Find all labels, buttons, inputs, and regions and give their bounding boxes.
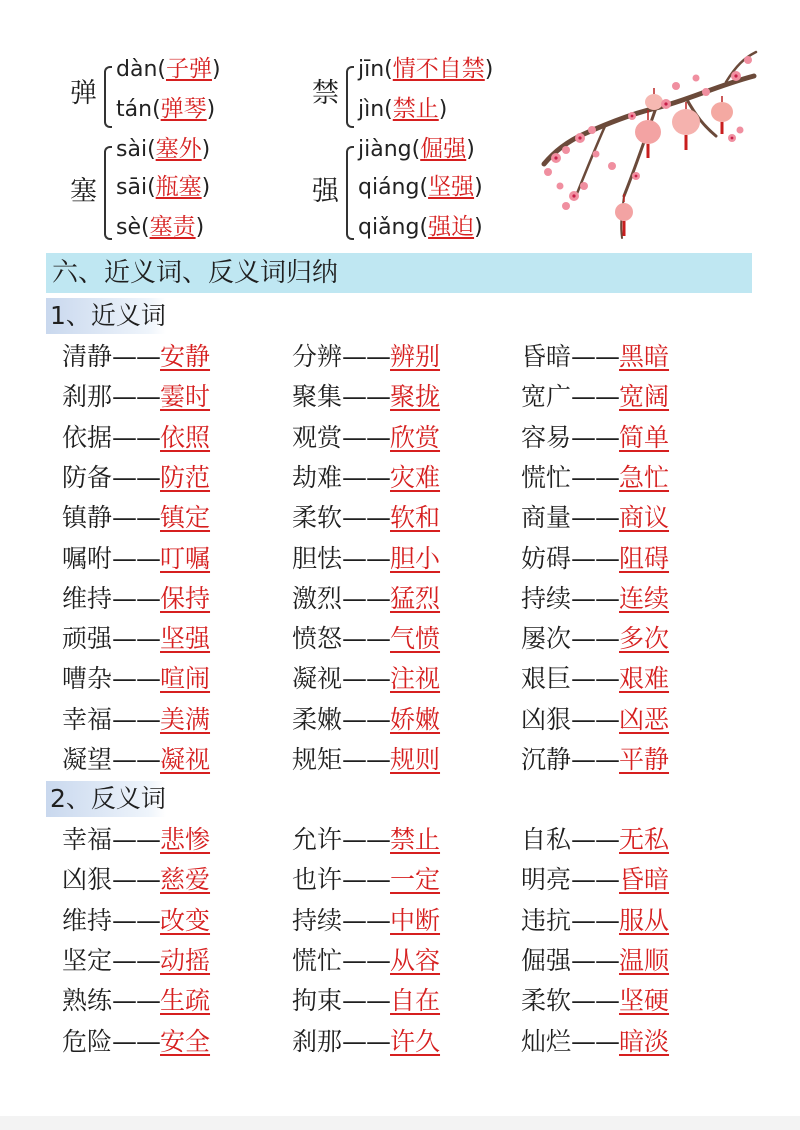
word-pair (292, 865, 441, 895)
answer-word: 辨别 (390, 342, 441, 371)
reading-answer: 塞外 (155, 136, 202, 162)
synonyms-heading (46, 298, 166, 334)
answer-word: 动摇 (160, 945, 211, 975)
answer-word: 服从 (619, 905, 670, 935)
dash: —— (342, 664, 391, 694)
dash: —— (112, 986, 161, 1016)
word: 凝视 (292, 664, 343, 694)
answer-word: 悲惨 (160, 825, 211, 854)
answer-word: 商议 (619, 503, 670, 533)
word: 维持 (62, 583, 113, 613)
dash: —— (112, 382, 161, 412)
dash: —— (342, 342, 391, 371)
answer-word: 中断 (390, 905, 441, 935)
dash: —— (342, 624, 391, 654)
dash: —— (342, 704, 391, 734)
reading-row (358, 216, 483, 239)
reading-answer: 弹琴 (160, 96, 207, 122)
pinyin: sài (116, 137, 148, 162)
reading-row (358, 176, 483, 199)
dash: —— (112, 462, 161, 492)
word-pair (292, 543, 441, 573)
pinyin: qiǎng (358, 215, 420, 240)
paren-open: ( (411, 137, 421, 162)
word-pair (62, 945, 211, 975)
antonyms-heading-text: 2、反义词 (50, 784, 166, 813)
answer-word: 生疏 (160, 986, 211, 1016)
word-pair (292, 986, 441, 1016)
dash: —— (112, 503, 161, 533)
word: 清静 (62, 342, 113, 371)
word: 商量 (521, 503, 572, 533)
reading-answer: 子弹 (165, 56, 212, 82)
word: 倔强 (521, 945, 572, 975)
word: 聚集 (292, 382, 343, 412)
word: 拘束 (292, 986, 343, 1016)
synonyms-heading-text: 1、近义词 (50, 301, 166, 330)
pinyin: jiàng (358, 137, 412, 162)
word: 规矩 (292, 745, 343, 774)
word: 熟练 (62, 986, 113, 1016)
word-pair (292, 704, 441, 734)
dash: —— (571, 865, 620, 895)
word: 嘱咐 (62, 543, 113, 573)
word-pair (292, 827, 440, 852)
word: 宽广 (521, 382, 572, 412)
answer-word: 从容 (390, 945, 441, 975)
lantern-5 (615, 194, 633, 236)
lantern-1 (635, 110, 661, 158)
brace (346, 66, 354, 128)
answer-word: 胆小 (390, 543, 441, 573)
dash: —— (342, 503, 391, 533)
word: 自私 (521, 825, 572, 854)
pinyin: jìn (358, 97, 385, 122)
word-pair (62, 664, 211, 694)
dash: —— (571, 503, 620, 533)
dash: —— (571, 543, 620, 573)
answer-word: 急忙 (619, 462, 670, 492)
dash: —— (342, 422, 391, 452)
answer-word: 凝视 (160, 745, 211, 774)
answer-word: 气愤 (390, 624, 441, 654)
dash: —— (571, 382, 620, 412)
dash: —— (342, 945, 391, 975)
paren-close: ) (201, 175, 211, 200)
word-pair (521, 382, 670, 412)
paren-close: ) (474, 175, 483, 200)
answer-word: 连续 (619, 583, 670, 613)
word-pair (62, 462, 211, 492)
dash: —— (342, 543, 391, 573)
dash: —— (112, 825, 161, 854)
word-pair (62, 422, 211, 452)
answer-word: 规则 (390, 745, 441, 774)
dash: —— (112, 422, 161, 452)
paren-close: ) (438, 97, 448, 122)
reading-row (116, 138, 210, 161)
word: 持续 (292, 905, 343, 935)
dash: —— (112, 664, 161, 694)
dash: —— (112, 865, 161, 895)
word: 凝望 (62, 745, 113, 774)
reading-row (358, 138, 475, 161)
word-pair (521, 1026, 670, 1056)
dash: —— (342, 1026, 391, 1056)
dash: —— (112, 905, 161, 935)
dash: —— (571, 1026, 620, 1056)
dash: —— (571, 342, 620, 371)
reading-answer: 倔强 (420, 136, 467, 162)
answer-word: 注视 (390, 664, 441, 694)
paren-close: ) (211, 57, 221, 82)
answer-word: 坚硬 (619, 986, 670, 1016)
word: 依据 (62, 422, 113, 452)
reading-answer: 坚强 (428, 174, 475, 200)
dash: —— (571, 624, 620, 654)
word: 慌忙 (521, 462, 572, 492)
reading-answer: 塞责 (149, 214, 196, 240)
word: 允许 (292, 825, 343, 854)
word-pair (521, 827, 669, 852)
dash: —— (342, 583, 391, 613)
dash: —— (342, 865, 391, 895)
dash: —— (571, 704, 620, 734)
answer-word: 无私 (619, 825, 670, 854)
paren-open: ( (384, 57, 393, 82)
answer-word: 软和 (390, 503, 441, 533)
answer-word: 霎时 (160, 382, 211, 412)
word: 顽强 (62, 624, 113, 654)
lanterns (615, 88, 733, 236)
answer-word: 暗淡 (619, 1026, 670, 1056)
paren-open: ( (384, 97, 393, 122)
paren-open: ( (419, 175, 429, 200)
word: 慌忙 (292, 945, 343, 975)
word-pair (521, 462, 670, 492)
word-pair (62, 905, 211, 935)
word: 激烈 (292, 583, 343, 613)
plum-blossom-illustration (536, 46, 760, 242)
word-pair (292, 344, 440, 369)
dash: —— (342, 745, 391, 774)
word-pair (62, 382, 211, 412)
word-pair (292, 747, 440, 772)
word: 愤怒 (292, 624, 343, 654)
word-pair (292, 503, 441, 533)
paren-open: ( (157, 57, 166, 82)
word: 凶狠 (521, 704, 572, 734)
word-pair (521, 583, 670, 613)
word-pair (521, 905, 670, 935)
paren-close: ) (484, 57, 494, 82)
word: 艰巨 (521, 664, 572, 694)
branch (544, 52, 756, 238)
word-pair (521, 664, 670, 694)
word: 柔软 (521, 986, 572, 1016)
reading-row (116, 98, 215, 121)
word-pair (292, 462, 441, 492)
paren-close: ) (195, 215, 205, 240)
answer-word: 改变 (160, 905, 211, 935)
word: 容易 (521, 422, 572, 452)
lantern-2 (672, 102, 700, 150)
answer-word: 安静 (160, 342, 211, 371)
answer-word: 安全 (160, 1026, 211, 1056)
word-pair (292, 905, 441, 935)
word-pair (62, 986, 211, 1016)
reading-answer: 瓶塞 (155, 174, 202, 200)
brace (104, 66, 112, 128)
word-pair (62, 503, 211, 533)
answer-word: 猛烈 (390, 583, 441, 613)
answer-word: 灾难 (390, 462, 441, 492)
polyphone-character: 弹 (70, 78, 97, 109)
answer-word: 一定 (390, 865, 441, 895)
word-pair (62, 543, 211, 573)
polyphone-character: 禁 (312, 78, 339, 109)
word: 柔软 (292, 503, 343, 533)
answer-word: 娇嫩 (390, 704, 441, 734)
dash: —— (112, 704, 161, 734)
word: 危险 (62, 1026, 113, 1056)
word: 明亮 (521, 865, 572, 895)
reading-answer: 强迫 (428, 214, 475, 240)
answer-word: 许久 (390, 1026, 441, 1056)
answer-word: 保持 (160, 583, 211, 613)
dash: —— (571, 905, 620, 935)
word: 胆怯 (292, 543, 343, 573)
word: 劫难 (292, 462, 343, 492)
word-pair (521, 543, 670, 573)
reading-row (358, 98, 447, 121)
word-pair (62, 1026, 211, 1056)
answer-word: 黑暗 (619, 342, 670, 371)
word-pair (292, 624, 441, 654)
answer-word: 凶恶 (619, 704, 670, 734)
pinyin: dàn (116, 57, 158, 82)
page-bottom-edge (0, 1116, 800, 1130)
word-pair (521, 624, 670, 654)
paren-open: ( (147, 175, 156, 200)
pinyin: qiáng (358, 175, 420, 200)
lantern-4 (645, 88, 663, 110)
dash: —— (571, 986, 620, 1016)
answer-word: 艰难 (619, 664, 670, 694)
brace (104, 146, 112, 240)
word: 防备 (62, 462, 113, 492)
dash: —— (571, 664, 620, 694)
word-pair (292, 664, 441, 694)
word-pair (292, 382, 441, 412)
dash: —— (112, 342, 161, 371)
word: 刹那 (292, 1026, 343, 1056)
word: 凶狠 (62, 865, 113, 895)
word-pair (62, 827, 210, 852)
word-pair (62, 344, 210, 369)
word: 幸福 (62, 825, 113, 854)
paren-close: ) (206, 97, 216, 122)
pinyin: sāi (116, 175, 148, 200)
word: 屡次 (521, 624, 572, 654)
paren-open: ( (141, 215, 150, 240)
word: 刹那 (62, 382, 113, 412)
dash: —— (571, 462, 620, 492)
word: 妨碍 (521, 543, 572, 573)
dash: —— (571, 422, 620, 452)
word: 维持 (62, 905, 113, 935)
answer-word: 平静 (619, 745, 670, 774)
section-title (46, 253, 752, 293)
word: 镇静 (62, 503, 113, 533)
dash: —— (112, 624, 161, 654)
answer-word: 宽阔 (619, 382, 670, 412)
dash: —— (112, 543, 161, 573)
word: 违抗 (521, 905, 572, 935)
answer-word: 慈爱 (160, 865, 211, 895)
answer-word: 自在 (390, 986, 441, 1016)
word-pair (521, 503, 670, 533)
word: 柔嫩 (292, 704, 343, 734)
dash: —— (112, 945, 161, 975)
word: 沉静 (521, 745, 572, 774)
reading-row (358, 58, 493, 81)
reading-row (116, 216, 204, 239)
dash: —— (342, 905, 391, 935)
word: 也许 (292, 865, 343, 895)
word: 观赏 (292, 422, 343, 452)
paren-close: ) (466, 137, 475, 162)
word-pair (521, 986, 670, 1016)
word: 坚定 (62, 945, 113, 975)
answer-word: 依照 (160, 422, 211, 452)
word-pair (62, 704, 211, 734)
word: 嘈杂 (62, 664, 113, 694)
word-pair (292, 945, 441, 975)
answer-word: 昏暗 (619, 865, 670, 895)
reading-row (116, 58, 221, 81)
polyphone-character: 强 (312, 176, 339, 207)
polyphone-character: 塞 (70, 176, 97, 207)
paren-open: ( (419, 215, 429, 240)
word: 昏暗 (521, 342, 572, 371)
pinyin: tán (116, 97, 153, 122)
word: 灿烂 (521, 1026, 572, 1056)
word-pair (521, 747, 669, 772)
word: 持续 (521, 583, 572, 613)
dash: —— (571, 825, 620, 854)
dash: —— (342, 986, 391, 1016)
reading-answer: 禁止 (392, 96, 439, 122)
answer-word: 美满 (160, 704, 211, 734)
dash: —— (571, 945, 620, 975)
antonyms-heading (46, 781, 166, 817)
word-pair (292, 1026, 441, 1056)
answer-word: 坚强 (160, 624, 211, 654)
section-title-text: 六、近义词、反义词归纳 (52, 258, 339, 288)
word-pair (521, 865, 670, 895)
word-pair (521, 344, 669, 369)
answer-word: 禁止 (390, 825, 441, 854)
answer-word: 温顺 (619, 945, 670, 975)
answer-word: 镇定 (160, 503, 211, 533)
dash: —— (342, 825, 391, 854)
paren-open: ( (152, 97, 161, 122)
word: 幸福 (62, 704, 113, 734)
answer-word: 聚拢 (390, 382, 441, 412)
answer-word: 欣赏 (390, 422, 441, 452)
reading-answer: 情不自禁 (392, 56, 485, 82)
paren-close: ) (474, 215, 483, 240)
answer-word: 叮嘱 (160, 543, 211, 573)
dash: —— (342, 462, 391, 492)
dash: —— (112, 583, 161, 613)
answer-word: 防范 (160, 462, 211, 492)
pinyin: jīn (358, 57, 385, 82)
dash: —— (571, 583, 620, 613)
word-pair (62, 747, 210, 772)
dash: —— (112, 1026, 161, 1056)
answer-word: 喧闹 (160, 664, 211, 694)
answer-word: 简单 (619, 422, 670, 452)
dash: —— (571, 745, 620, 774)
dash: —— (342, 382, 391, 412)
word-pair (521, 945, 670, 975)
word-pair (62, 583, 211, 613)
brace (346, 146, 354, 240)
word-pair (62, 624, 211, 654)
word-pair (292, 422, 441, 452)
reading-row (116, 176, 210, 199)
answer-word: 多次 (619, 624, 670, 654)
paren-close: ) (201, 137, 211, 162)
lantern-3 (711, 96, 733, 134)
answer-word: 阻碍 (619, 543, 670, 573)
word-pair (62, 865, 211, 895)
word-pair (521, 704, 670, 734)
word-pair (521, 422, 670, 452)
word-pair (292, 583, 441, 613)
word: 分辨 (292, 342, 343, 371)
dash: —— (112, 745, 161, 774)
pinyin: sè (116, 215, 141, 240)
paren-open: ( (147, 137, 156, 162)
